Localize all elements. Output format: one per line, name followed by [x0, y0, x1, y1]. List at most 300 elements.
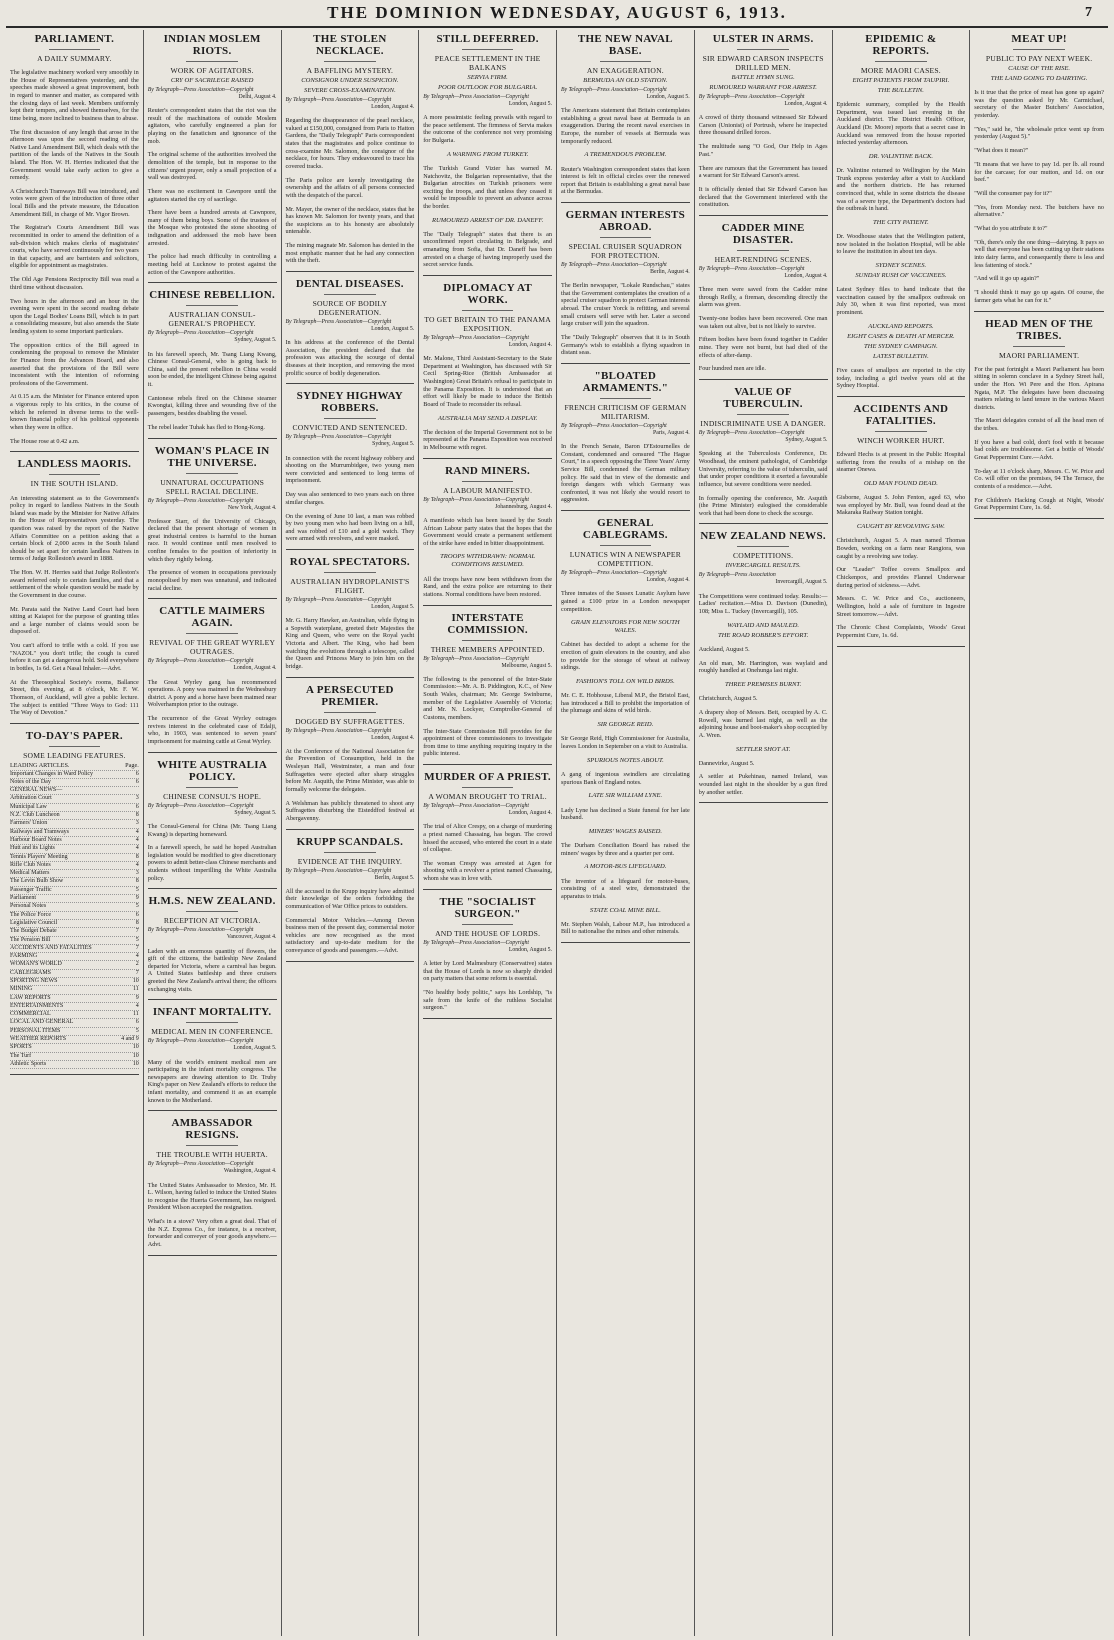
- article-subhead: SEVERE CROSS-EXAMINATION.: [304, 87, 396, 94]
- article-paragraph: The decision of the Imperial Government not to be represented at the Panama Exposition was received in Melbourne with regret.: [423, 428, 552, 451]
- byline: By Telegraph—Press Association—Copyright: [561, 262, 667, 269]
- article-headline: SYDNEY HIGHWAY ROBBERS.: [296, 390, 404, 415]
- article-paragraph: If you have a bad cold, don't fool with it because bad colds are troublesome. Get a bottle of Woods' Great Peppermint Cure.—Advt.: [974, 438, 1104, 462]
- headline-rule: [186, 61, 238, 62]
- dateline: London, August 5.: [371, 604, 415, 611]
- headline-rule: [600, 398, 652, 399]
- section-subhead: SETTLER SHOT AT.: [735, 745, 791, 753]
- article-paragraph: Two hours in the afternoon and an hour in the evening were spent in the second reading debate upon the Legal Bodies' Loans Bill, which is in part a consolidating measure, but also amends the State lending system to some important particulars.: [10, 297, 139, 335]
- article-divider: [286, 677, 415, 678]
- contents-label: LAW REPORTS: [10, 994, 51, 1001]
- contents-page: 7: [135, 928, 139, 935]
- article: [10, 730, 139, 1075]
- headline-rule: [600, 237, 652, 238]
- article-subhead: BATTLE HYMN SUNG.: [731, 74, 795, 81]
- contents-label: SPORTING NEWS: [10, 977, 58, 984]
- article-divider: [148, 598, 277, 599]
- contents-item: [10, 845, 139, 853]
- article-paragraph: The Turkish Grand Vizier has warned M. Natchovitz, the Bulgarian representative, that the Bulgarian atrocities on Turkish prisoners were exciting the troops, and that unless they ceased it would be impossible to prevent an advance across the border.: [423, 164, 552, 210]
- article-paragraph: The Chronic Chest Complaints, Woods' Great Peppermint Cure, 1s. 6d.: [836, 624, 966, 639]
- article-headline: HEAD MEN OF THE TRIBES.: [985, 317, 1094, 342]
- section-subhead: THE SYDNEY CAMPAIGN.: [864, 342, 938, 350]
- article: [148, 1006, 277, 1111]
- column-3: [282, 30, 420, 1636]
- dateline: Johannesburg, August 4.: [495, 503, 552, 510]
- article-paragraph: What's in a stove? Very often a great deal. That of the N.Z. Express Co., for instance, is a receiver, forwarder and conveyer of your goods anywhere.—Advt.: [147, 1218, 277, 1248]
- headline-rule: [324, 61, 376, 62]
- contents-label: Medical Matters: [10, 870, 50, 877]
- article: [10, 33, 139, 452]
- headline-rule: [324, 294, 376, 295]
- article-paragraph: "What do you attribute it to?": [974, 225, 1048, 233]
- article-paragraph: Five cases of smallpox are reported in the city today, including a girl twelve years old at the Sydney Hospital.: [836, 366, 966, 390]
- article: [423, 282, 552, 459]
- article-paragraph: A gang of ingenious swindlers are circulating spurious Bank of England notes.: [561, 770, 690, 786]
- contents-page: 9: [135, 994, 139, 1001]
- article: [699, 33, 828, 216]
- contents-item: [10, 1003, 139, 1011]
- contents-item: [10, 1061, 139, 1069]
- article-headline: TO-DAY'S PAPER.: [25, 729, 123, 742]
- byline: By Telegraph—Press Association—Copyright: [561, 423, 667, 429]
- article-headline: CHINESE REBELLION.: [149, 289, 276, 302]
- contents-item: [10, 804, 139, 812]
- contents-page: 10: [132, 1044, 139, 1051]
- article-paragraph: Mr. Stephen Walsh, Labour M.P., has introduced a Bill to nationalise the mines and other minerals.: [561, 920, 690, 936]
- article-headline: GENERAL CABLEGRAMS.: [582, 517, 668, 542]
- contents-page: 6: [135, 778, 139, 785]
- byline: By Telegraph—Press Association—Copyright: [423, 94, 529, 100]
- toc-header: [10, 762, 139, 771]
- article-headline: THE "SOCIALIST SURGEON.": [439, 895, 536, 920]
- contents-item: [10, 945, 139, 953]
- contents-item: [10, 878, 139, 886]
- article-paragraph: The first discussion of any length that arose in the afternoon was upon the second reading of the Native Land Amendment Bill, which deals with the partition of the lands of the Natives in the South Island. The Hon. W. H. Herries indicated that the Government would take early action to give a remedy.: [10, 128, 139, 182]
- article-headline: GERMAN INTERESTS ABROAD.: [565, 209, 686, 234]
- headline-rule: [49, 474, 101, 475]
- article-paragraph: Mr. Parata said the Native Land Court had been sitting at Kaiapoi for the purpose of granting titles and a large number of claims would soon be disposed of.: [10, 605, 139, 636]
- article-subhead: SIR EDWARD CARSON INSPECTS DRILLED MEN.: [702, 54, 824, 72]
- article-paragraph: For Children's Hacking Cough at Night, Woods' Great Peppermint Cure, 1s. 6d.: [974, 496, 1104, 512]
- byline: By Telegraph—Press Association—Copyright: [147, 927, 254, 934]
- article: [561, 209, 690, 364]
- headline-rule: [186, 305, 238, 306]
- section-subhead: TROOPS WITHDRAWN: NORMAL CONDITIONS RESUMED.: [440, 553, 536, 569]
- article-paragraph: The woman Crespy was arrested at Agen for shooting with a revolver a priest named Chassaing, whom she was in love with.: [423, 859, 552, 883]
- article-divider: [423, 458, 552, 459]
- headline-rule: [186, 633, 238, 634]
- article-paragraph: Four hundred men are idle.: [698, 365, 766, 373]
- contents-page: 10: [132, 977, 139, 984]
- article-paragraph: It is officially denied that Sir Edward Carson has declared that the Government interfered with the constitution.: [698, 185, 828, 209]
- section-subhead: SUNDAY RUSH OF VACCINEES.: [855, 272, 947, 280]
- article-paragraph: In the French Senate, Baron D'Estournelles de Constant, condemned and censured "The Hague Court," in a speech opposing the Three Years' Army Service Bill, condemned the German military policy. He said that in view of the domestic and foreign dangers with which Germany was confronted, it was not likely she would resort to aggression.: [561, 443, 690, 504]
- article-paragraph: Christchurch, August 5. A man named Thomas Bowden, working on a farm near Rangiora, was caught by a revolving saw today.: [836, 537, 966, 560]
- article-subhead: CONVICTED AND SENTENCED.: [292, 423, 408, 433]
- contents-page: 4: [135, 845, 139, 852]
- article-subhead: A LABOUR MANIFESTO.: [443, 485, 533, 495]
- section-subhead: FASHION'S TOLL ON WILD BIRDS.: [576, 678, 675, 686]
- article-subhead: LUNATICS WIN A NEWSPAPER COMPETITION.: [569, 550, 682, 569]
- article-headline: NEW ZEALAND NEWS.: [700, 530, 826, 543]
- article-paragraph: In connection with the recent highway robbery and shooting on the Murrumbidgee, two young men were convicted and sentenced to long terms of imprisonment.: [285, 454, 415, 485]
- article-paragraph: "And will it go up again?": [974, 275, 1040, 283]
- article-divider: [148, 282, 277, 283]
- contents-item: [10, 870, 139, 878]
- section-subhead: RUMOURED ARREST OF DR. DANEFF.: [431, 216, 544, 224]
- contents-label: WOMAN'S WORLD: [10, 961, 62, 968]
- article-paragraph: A manifesto which has been issued by the South African Labour party states that the hopes that the Government would create a permanent settlement of the strike have ended in bitter disappointment.: [423, 516, 552, 547]
- section-subhead: THE ROAD ROBBER'S EFFORT.: [717, 631, 809, 639]
- contents-page: 10: [132, 1052, 139, 1059]
- article-paragraph: To-day at 11 o'clock sharp, Messrs. C. W. Price and Co. will offer on the premises, 94 The Terrace, the contents of a residence.—Advt.: [974, 467, 1104, 490]
- contents-page: 3: [135, 795, 139, 802]
- article: [974, 318, 1104, 520]
- dateline: London, August 5.: [508, 946, 552, 953]
- article-paragraph: Fifteen bodies have been found together in Cadder mine. They were not burnt, but had died of the effects of after-damp.: [698, 336, 828, 359]
- article-paragraph: The Great Wyrley gang has recommenced operations. A pony was maimed in the Wednesbury district. A pony and a horse have been maimed near Wolverhampton prior to the outrage.: [147, 678, 277, 709]
- article: [423, 465, 552, 606]
- article-paragraph: The presence of women in occupations previously monopolised by men was unnatural, and indicated racial decline.: [147, 569, 277, 592]
- article-divider: [837, 396, 966, 397]
- contents-page: 5: [135, 903, 139, 910]
- article-paragraph: Dannevirke, August 5.: [698, 759, 755, 767]
- section-subhead: THE CITY PATIENT.: [872, 218, 929, 226]
- contents-item: [10, 829, 139, 837]
- article-subhead: IN THE SOUTH ISLAND.: [30, 479, 119, 489]
- contents-item: [10, 779, 139, 787]
- article-subhead: RUMOURED WARRANT FOR ARREST.: [709, 84, 817, 91]
- contents-item: [10, 995, 139, 1003]
- article-paragraph: Christchurch, August 5.: [698, 695, 758, 703]
- article-paragraph: "What does it mean?": [974, 147, 1029, 155]
- byline: By Telegraph—Press Association—Copyright: [561, 570, 667, 577]
- column-2: [144, 30, 282, 1636]
- article-paragraph: The Registrar's Courts Amendment Bill was recommitted in order to amend the definition of a sub-division which makes clerks of magistrates' courts, who have served continuously for two years in that capacity, and are barristers and solicitors, eligible for appointment as magistrates.: [10, 224, 139, 270]
- article-paragraph: Mr. Malone, Third Assistant-Secretary to the State Department at Washington, has discussed with Sir Cecil Spring-Rice (British Ambassador at Washington) Great Britain's refusal to participate in the Panama Exposition. It is understood that an effort will likely be made to induce the British Board of Trade to reconsider its refusal.: [423, 355, 552, 408]
- article-subhead: CONSIGNOR UNDER SUSPICION.: [301, 77, 399, 84]
- article-paragraph: "I should think it may go up again. Of course, the farmer gets what he can for it.": [974, 289, 1104, 304]
- article-paragraph: The "Daily Telegraph" observes that it is in South Germany's wish to establish a flying squadron in distant seas.: [561, 334, 690, 357]
- contents-page: 11: [132, 1011, 139, 1018]
- article: [286, 684, 415, 830]
- page-number: 7: [1085, 5, 1094, 20]
- article-paragraph: Dr. Valintine returned to Wellington by the Main Trunk express yesterday after a visit to Auckland and the northern districts. He has returned convinced that, while in some districts the disease was of a severe type, the Department's doctors had the outbreak in hand.: [836, 167, 966, 213]
- contents-label: SPORTS: [10, 1044, 32, 1051]
- article-subhead: DOGGED BY SUFFRAGETTES.: [295, 716, 405, 726]
- column-4: [419, 30, 557, 1636]
- article-paragraph: Lady Lyne has declined a State funeral for her late husband.: [561, 806, 690, 822]
- article-paragraph: A settler at Pukehinau, named Ireland, was wounded last night in the shoulder by a gun fired by another settler.: [698, 773, 828, 796]
- article-paragraph: The Americans statement that Britain contemplates establishing a great naval base at Bermuda is an exaggeration. During the recent naval exercises in Europe, the number of vessels at Bermuda was temporarily reduced.: [561, 107, 690, 145]
- article: [148, 605, 277, 752]
- article-paragraph: The rebel leader Tuhak has fled to Hong-Kong.: [147, 423, 265, 431]
- contents-label: FARMING: [10, 953, 38, 960]
- contents-page: 2: [135, 961, 139, 968]
- byline: By Telegraph—Press Association—Copyright: [285, 867, 392, 874]
- article-headline: LANDLESS MAORIS.: [17, 458, 132, 471]
- contents-label: Parliament: [10, 895, 36, 902]
- contents-item: [10, 862, 139, 870]
- article-paragraph: Dr. Woodhouse states that the Wellington patient, now isolated in the Isolation Hospital, will be able to leave the institution in about ten days.: [836, 233, 966, 256]
- headline-rule: [1013, 49, 1065, 50]
- article-paragraph: Cantonese rebels fired on the Chinese steamer Kwongtai, killing three and wounding five of the passengers, besides disabling the vessel.: [147, 394, 277, 417]
- article-paragraph: Auckland, August 5.: [698, 645, 750, 653]
- article-paragraph: "Yes," said he, "the wholesale price went up from yesterday (August 5).": [974, 125, 1104, 141]
- dateline: Melbourne, August 5.: [501, 662, 552, 669]
- article-paragraph: "It means that we have to pay 1d. per lb. all round for the carcase; for our mutton, and 1d. on our beef.": [974, 160, 1104, 184]
- article-subhead: AND THE HOUSE OF LORDS.: [435, 928, 541, 938]
- article-headline: H.M.S. NEW ZEALAND.: [148, 895, 276, 908]
- dateline: London, August 4.: [233, 665, 277, 672]
- contents-item: [10, 1011, 139, 1019]
- dateline: Paris, August 4.: [653, 430, 690, 436]
- article-divider: [699, 215, 828, 216]
- article-paragraph: The legislative machinery worked very smoothly in the House of Representatives yesterday, and the speeches made showed a great improvement, both in regard to manner and matter, as compared with the closing days of last week. Members uniformly kept their tempers, and showed themselves, for the time being, more inclined to business than to abuse.: [10, 69, 139, 122]
- column-7: [833, 30, 971, 1636]
- headline-rule: [737, 546, 789, 547]
- article-paragraph: The Durham Conciliation Board has raised the miners' wages by three and a quarter per cent.: [561, 842, 690, 857]
- contents-page: 7: [135, 969, 139, 976]
- article-subhead: PUBLIC TO PAY NEXT WEEK.: [985, 54, 1093, 63]
- article-paragraph: An interesting statement as to the Government's policy in regard to landless Natives in the South Island was made by the Minister for Native Affairs in the House of Representatives yesterday. The question was raised by the report of the Native Affairs Committee on a petition asking that a certain block of 2,000 acres in the South Island should be set apart for certain landless Natives in terms of Judge Rolleston's award in 1888.: [10, 494, 139, 563]
- contents-label: Municipal Law: [10, 803, 47, 810]
- article-subhead: INVERCARGILL RESULTS.: [725, 562, 801, 570]
- contents-label: Personal Notes: [10, 903, 47, 910]
- contents-item: [10, 920, 139, 928]
- contents-item: [10, 928, 139, 936]
- contents-page: 6: [135, 770, 139, 777]
- article-subhead: A WOMAN BROUGHT TO TRIAL.: [428, 792, 547, 802]
- contents-page: 6: [135, 803, 139, 810]
- contents-page: 5: [135, 936, 139, 943]
- masthead-rule: [6, 26, 1108, 28]
- contents-list: [10, 771, 139, 1070]
- article: [974, 33, 1104, 312]
- article-subhead: SOME LEADING FEATURES.: [23, 750, 126, 760]
- contents-label: ACCIDENTS AND FATALITIES: [10, 944, 92, 951]
- article-divider: [423, 764, 552, 765]
- dateline: London, August 4.: [371, 734, 415, 741]
- article: [148, 759, 277, 890]
- byline: By Telegraph—Press Association—Copyright: [561, 87, 667, 93]
- article-paragraph: Sir George Reid, High Commissioner for Australia, leaves London in September on a visit to Australia.: [561, 735, 690, 750]
- article-paragraph: A Christchurch Tramways Bill was introduced, and votes were given of the introduction of three other local Bills and the private measure, the Education Amendment Bill, in charge of Mr. Vigor Brown.: [10, 187, 139, 218]
- contents-item: [10, 771, 139, 779]
- headline-rule: [600, 545, 652, 546]
- byline: By Telegraph—Press Association—Copyright: [147, 497, 254, 504]
- article-subhead: THE TROUBLE WITH HUERTA.: [156, 1150, 268, 1160]
- section-subhead: A TREMENDOUS PROBLEM.: [584, 151, 667, 159]
- article-subhead: A BAFFLING MYSTERY.: [306, 66, 394, 75]
- byline: By Telegraph—Press Association—Copyright: [423, 655, 529, 662]
- article: [699, 222, 828, 380]
- byline: By Telegraph—Press Association—Copyright: [698, 265, 805, 272]
- section-subhead: SPURIOUS NOTES ABOUT.: [586, 756, 664, 764]
- contents-label: Farmers' Union: [10, 820, 48, 827]
- article-divider: [423, 1018, 552, 1019]
- contents-page: 7: [135, 944, 139, 951]
- article-subhead: UNNATURAL OCCUPATIONS SPELL RACIAL DECLINE.: [160, 477, 265, 496]
- article: [561, 370, 690, 511]
- article-paragraph: In formally opening the conference, Mr. Asquith (the Prime Minister) eulogised the considerable work that had been done to check the scourge.: [698, 494, 828, 517]
- contents-page: 4 and 9: [121, 1036, 139, 1043]
- article-paragraph: Gisborne, August 5. John Fenton, aged 63, who was employed by Mr. Bull, was found dead at the Makaraka Railway Station tonight.: [836, 494, 966, 517]
- article: [148, 895, 277, 1000]
- headline-rule: [737, 250, 789, 251]
- contents-item: [10, 937, 139, 945]
- article-divider: [699, 802, 828, 803]
- article-headline: PARLIAMENT.: [34, 33, 115, 45]
- article-paragraph: For the past fortnight a Maori Parliament has been sitting in solemn conclave in a Sydney Street hall, under the Hon. Wi Pere and the Hon. Apirana Ngata, M.P. The delegates have been discussing matters relating to land tenure in the various Maori districts.: [974, 365, 1104, 411]
- section-subhead: EIGHT CASES & DEATH AT MERCER.: [847, 332, 955, 340]
- headline-rule: [462, 924, 514, 925]
- contents-item: [10, 961, 139, 969]
- byline: By Telegraph—Press Association—Copyright: [147, 802, 254, 809]
- article-headline: ROYAL SPECTATORS.: [289, 556, 410, 569]
- article-headline: INTERSTATE COMMISSION.: [447, 611, 528, 636]
- article-paragraph: "No healthy body politic," says his Lordship, "is safe from the knife of the ruthless Socialist surgeon.": [423, 989, 552, 1012]
- article: [561, 33, 690, 203]
- contents-page: 9: [135, 895, 139, 902]
- contents-label: The Police Force: [10, 911, 51, 918]
- section-subhead: SIR GEORGE REID.: [597, 721, 654, 729]
- dateline: London, August 4.: [371, 104, 415, 110]
- toc-header-label: LEADING ARTICLES.: [10, 761, 70, 769]
- article-subhead: TO GET BRITAIN TO THE PANAMA EXPOSITION.: [424, 315, 551, 334]
- headline-rule: [324, 418, 376, 419]
- contents-page: 5: [135, 1027, 139, 1034]
- headline-rule: [875, 61, 927, 62]
- article-paragraph: An old man, Mr. Harrington, was waylaid and roughly handled at Onehunga last night.: [698, 659, 828, 675]
- article-subhead: WINCH WORKER HURT.: [857, 435, 945, 445]
- article-subhead: MORE MAORI CASES.: [860, 66, 941, 75]
- article-paragraph: Edward Hechs is at present in the Public Hospital suffering from the results of a mishap on the steamer Onewa.: [836, 451, 966, 474]
- article-divider: [148, 1110, 277, 1111]
- contents-item: [10, 837, 139, 845]
- article-subhead: AUSTRALIAN CONSUL-GENERAL'S PROPHECY.: [168, 310, 256, 329]
- article-paragraph: The trial of Alice Crespy, on a charge of murdering a priest named Chassaing, has begun. The crowd hissed the accused, who entered the court in a state of collapse.: [423, 823, 552, 854]
- section-subhead: THREE PREMISES BURNT.: [725, 680, 802, 688]
- section-subhead: A WARNING FROM TURKEY.: [446, 150, 529, 158]
- dateline: Sydney, August 5.: [785, 437, 828, 444]
- article-divider: [561, 942, 690, 943]
- article-paragraph: A crowd of thirty thousand witnessed Sir Edward Carson (Unionist) of Portrush, where he inspected three thousand drilled forces.: [698, 114, 828, 137]
- article: [423, 33, 552, 276]
- article-paragraph: "Yes, from Monday next. The butchers have no alternative.": [974, 203, 1104, 219]
- article-paragraph: The Hon. W. H. Herries said that Judge Rolleston's award referred only to certain families, and that a settlement of the whole question would be made by the Government in due course.: [10, 569, 139, 599]
- article: [148, 445, 277, 600]
- article-divider: [286, 829, 415, 830]
- article-divider: [148, 752, 277, 753]
- article-paragraph: Three inmates of the Sussex Lunatic Asylum have gained a £100 prize in a London newspaper competition.: [561, 590, 690, 613]
- article-subhead: COMPETITIONS.: [733, 551, 794, 561]
- article-divider: [561, 510, 690, 511]
- contents-label: Railways and Tramways: [10, 828, 69, 835]
- section-subhead: OLD MAN FOUND DEAD.: [863, 480, 938, 488]
- contents-label: Hutt and its Lights: [10, 845, 55, 852]
- article-paragraph: The Inter-State Commission Bill provides for the appointment of three commissioners to investigate from time to time anything requiring inquiry in the public interest.: [423, 727, 552, 758]
- dateline: Sydney, August 5.: [372, 441, 415, 448]
- contents-label: Passenger Traffic: [10, 886, 52, 893]
- contents-page: 10: [132, 1060, 139, 1067]
- dateline: London, August 4.: [508, 342, 552, 349]
- section-subhead: AUCKLAND REPORTS.: [868, 322, 934, 330]
- headline-rule: [737, 414, 789, 415]
- article: [423, 896, 552, 1019]
- byline: By Telegraph—Press Association—Copyright: [147, 330, 254, 337]
- article-paragraph: A more pessimistic feeling prevails with regard to the peace settlement. The firmness of Servia makes the outcome of the conference not very promising for Bulgaria.: [423, 114, 552, 144]
- section-subhead: STATE COAL MINE BILL.: [589, 906, 661, 914]
- article-divider: [286, 961, 415, 962]
- byline: By Telegraph—Press Association—Copyright: [285, 319, 392, 326]
- article-subhead: EIGHT PATIENTS FROM TAUPIRI.: [852, 77, 950, 84]
- article-headline: ACCIDENTS AND FATALITIES.: [853, 402, 949, 427]
- contents-page: 3: [135, 870, 139, 877]
- contents-item: [10, 970, 139, 978]
- article-headline: ULSTER IN ARMS.: [712, 33, 814, 45]
- dateline: London, August 4.: [784, 101, 828, 107]
- contents-label: MINING: [10, 986, 33, 993]
- byline: By Telegraph—Press Association—Copyright: [698, 94, 805, 100]
- byline: By Telegraph—Press Association—Copyright: [423, 803, 529, 810]
- article-headline: DENTAL DISEASES.: [295, 278, 404, 291]
- article-paragraph: The police had much difficulty in controlling a meeting held at Lucknow to protest against the action of the Cawnpore authorities.: [147, 253, 277, 276]
- article-subhead: CRY OF SACRILEGE RAISED: [170, 77, 254, 84]
- article-paragraph: The multitude sang "O God, Our Help in Ages Past.": [698, 143, 828, 158]
- article: [286, 390, 415, 550]
- article-paragraph: Reuter's correspondent states that the riot was the result of the machinations of outside Moslem agitators, who carefully engineered a plan for playing on the fanaticism and ignorance of the mob.: [147, 107, 277, 145]
- article-paragraph: Mr. C. E. Hobhouse, Liberal M.P., the Bristol East, has introduced a Bill to prohibit the importation of the plumage and skins of wild birds.: [561, 692, 690, 715]
- dateline: Berlin, August 5.: [374, 874, 415, 881]
- article-paragraph: Professor Starr, of the University of Chicago, declared that the present shortage of women in great industrial centres is harmful to the human race. It would continue until men resolved to confine females to the position of inferiority in which they rightly belong.: [147, 517, 277, 563]
- byline: By Telegraph—Press Association—Copyright: [423, 939, 529, 946]
- contents-label: COMMERCIAL: [10, 1011, 51, 1018]
- article-headline: WHITE AUSTRALIA POLICY.: [157, 758, 268, 783]
- contents-page: 4: [135, 1002, 139, 1009]
- contents-label: Notes of the Day: [10, 778, 51, 785]
- article-divider: [148, 438, 277, 439]
- contents-item: [10, 1036, 139, 1044]
- article-paragraph: Commercial Motor Vehicles.—Among Devon business men of the present day, commercial motor vehicles are now recognised as the most satisfactory and up-to-date medium for the conveyance of goods and passengers.—Advt.: [285, 916, 415, 955]
- article-subhead: AUSTRALIAN HYDROPLANIST'S FLIGHT.: [290, 577, 410, 596]
- newspaper-columns: [6, 30, 1108, 1636]
- article-paragraph: In a farewell speech, he said he hoped Australian legislation would be modified to give discretionary powers to admit better-class Chinese merchants and students without imperilling the White Australia policy.: [147, 844, 277, 882]
- headline-rule: [186, 1022, 238, 1023]
- contents-item: [10, 820, 139, 828]
- headline-rule: [324, 572, 376, 573]
- contents-label: The Levin Bulb Show: [10, 878, 64, 885]
- contents-label: Rifle Club Notes: [10, 861, 51, 868]
- article: [423, 612, 552, 766]
- contents-page: 5: [135, 886, 139, 893]
- article-paragraph: A drapery shop of Messrs. Beit, occupied by A. C. Rowell, was burned last night, as well as the adjoining house and boot-maker's shop occupied by A. Wren.: [698, 708, 828, 739]
- article-divider: [699, 379, 828, 380]
- article-headline: VALUE OF TUBERCULIN.: [723, 386, 803, 411]
- article-paragraph: You can't afford to trifle with a cold. If you use "NAZOL" you don't trifle; the cough is cured before it can get a dangerous hold. Sold everywhere in bottles, 1s 6d. Get a Nasal Inhaler.—Advt.: [10, 642, 139, 673]
- byline: By Telegraph—Press Association—Copyright: [423, 496, 529, 503]
- contents-item: [10, 1019, 139, 1027]
- article-paragraph: "Oh, there's only the one thing—dairying. It pays so well that everyone has been cutting up their stations into dairy farms, and consequently there is less and less fattening of stock.": [974, 238, 1104, 269]
- article-paragraph: The original scheme of the authorities involved the demolition of the temple, but in response to the citizens' urgent prayer, only a small projection of a wall was destroyed.: [147, 151, 277, 182]
- dateline: New York, August 4.: [227, 504, 277, 511]
- dateline: Washington, August 4.: [223, 1168, 277, 1175]
- contents-label: N.Z. Club Luncheon: [10, 812, 60, 819]
- article-subhead: THE BULLETIN.: [877, 87, 924, 94]
- article-paragraph: The House rose at 0.42 a.m.: [10, 437, 80, 445]
- contents-label: Athletic Sports: [10, 1060, 47, 1067]
- article-divider: [148, 1255, 277, 1256]
